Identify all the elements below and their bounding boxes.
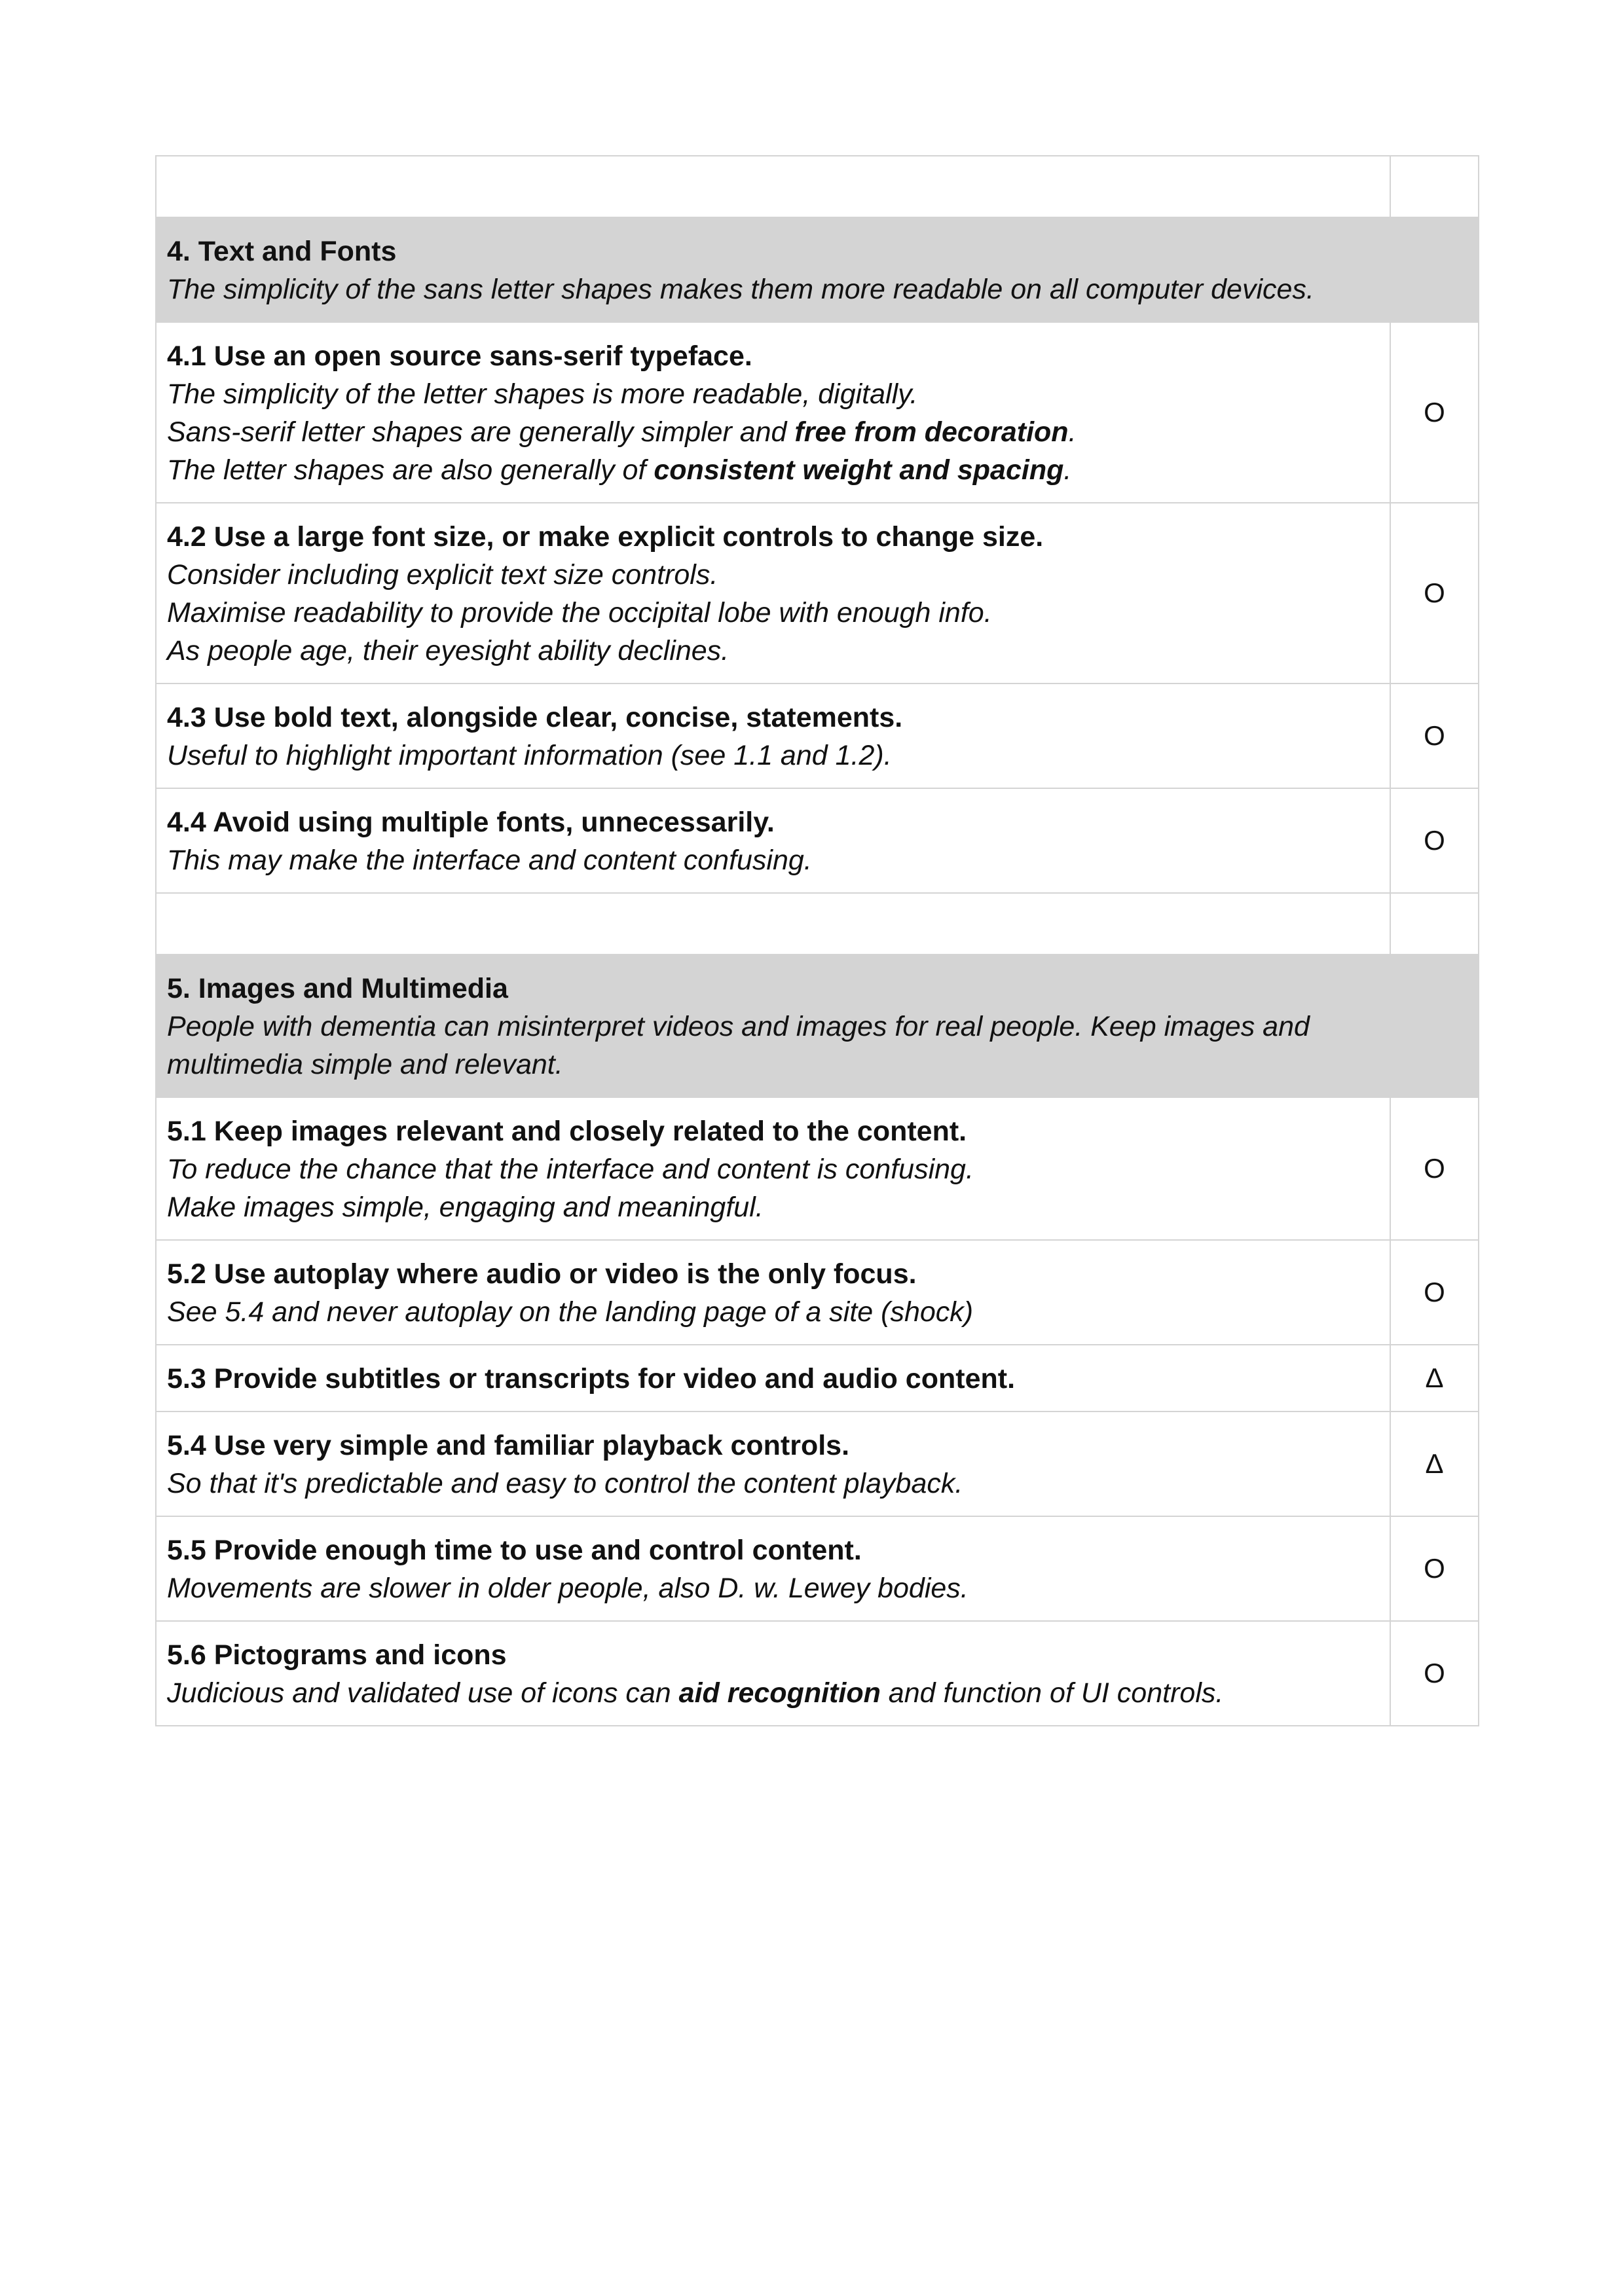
emphasis: aid recognition [678,1677,881,1709]
guideline-title: 4.1 Use an open source sans-serif typeface. [167,340,752,372]
table-row [156,1097,1479,1240]
guideline-note: Movements are slower in older people, also D. w. Lewey bodies. [167,1573,969,1604]
rating-mark: O [1390,1097,1479,1240]
rating-mark: O [1390,1621,1479,1726]
section-header-row [156,955,1479,1097]
guideline-note: This may make the interface and content confusing. [167,845,812,876]
guideline-title: 5.2 Use autoplay where audio or video is the only focus. [167,1258,917,1290]
guideline-cell [156,1240,1390,1345]
table-row [156,1240,1479,1345]
section-mark-cell [1390,955,1479,1097]
section-mark-cell [1390,217,1479,322]
table-row [156,1412,1479,1516]
guideline-title: 5.5 Provide enough time to use and control content. [167,1535,862,1566]
section-title: 5. Images and Multimedia [167,973,508,1004]
guideline-cell [156,1412,1390,1516]
section-title: 4. Text and Fonts [167,236,397,267]
section-header-cell [156,217,1390,322]
section-header-row [156,217,1479,322]
guideline-title: 4.3 Use bold text, alongside clear, concise, statements. [167,702,903,733]
rating-mark: O [1390,1240,1479,1345]
guideline-note: Sans-serif letter shapes are generally simpler and free from decoration. [167,416,1077,448]
section-header-cell [156,955,1390,1097]
guideline-cell [156,1345,1390,1412]
guideline-title: 4.4 Avoid using multiple fonts, unnecessarily. [167,807,775,838]
table-row [156,503,1479,683]
guideline-note: The simplicity of the letter shapes is more readable, digitally. [167,378,918,410]
guideline-note: As people age, their eyesight ability declines. [167,635,729,666]
guideline-cell [156,1097,1390,1240]
guideline-note: Maximise readability to provide the occipital lobe with enough info. [167,597,992,629]
guideline-note: Judicious and validated use of icons can aid recognition and function of UI controls. [167,1677,1224,1709]
spacer-row [156,893,1479,955]
guideline-note: To reduce the chance that the interface and content is confusing. [167,1154,974,1185]
table-row [156,788,1479,893]
table-row [156,1621,1479,1726]
guideline-note: Consider including explicit text size controls. [167,559,718,591]
guideline-title: 4.2 Use a large font size, or make explicit controls to change size. [167,521,1044,553]
table-row [156,683,1479,788]
spacer-mark-cell [1390,156,1479,217]
guideline-note: Useful to highlight important information (see 1.1 and 1.2). [167,740,892,771]
guideline-cell [156,788,1390,893]
rating-mark: O [1390,503,1479,683]
guideline-cell [156,1621,1390,1726]
table-row [156,1516,1479,1621]
table-row [156,322,1479,503]
guideline-cell [156,503,1390,683]
rating-mark: O [1390,683,1479,788]
guideline-note: Make images simple, engaging and meaningful. [167,1192,764,1223]
guideline-title: 5.1 Keep images relevant and closely related to the content. [167,1116,967,1147]
guideline-note: So that it's predictable and easy to control the content playback. [167,1468,963,1499]
rating-mark: Δ [1390,1412,1479,1516]
spacer-cell [156,893,1390,955]
guideline-title: 5.3 Provide subtitles or transcripts for video and audio content. [167,1363,1016,1394]
emphasis: consistent weight and spacing [654,454,1064,486]
guideline-note: The letter shapes are also generally of consistent weight and spacing. [167,454,1072,486]
guideline-note: See 5.4 and never autoplay on the landing page of a site (shock) [167,1296,974,1328]
rating-mark: O [1390,788,1479,893]
guideline-title: 5.6 Pictograms and icons [167,1639,507,1671]
section-description: The simplicity of the sans letter shapes makes them more readable on all computer devices. [167,274,1314,305]
spacer-row [156,156,1479,217]
rating-mark: O [1390,322,1479,503]
emphasis: free from decoration [794,416,1069,448]
rating-mark: Δ [1390,1345,1479,1412]
checklist-sheet [155,155,1478,1726]
guidelines-table [155,155,1479,1726]
spacer-cell [156,156,1390,217]
rating-mark: O [1390,1516,1479,1621]
guideline-title: 5.4 Use very simple and familiar playback controls. [167,1430,850,1461]
guideline-cell [156,1516,1390,1621]
section-description: People with dementia can misinterpret videos and images for real people. Keep images and [167,1011,1310,1042]
guideline-cell [156,683,1390,788]
guideline-cell [156,322,1390,503]
spacer-mark-cell [1390,893,1479,955]
section-description: multimedia simple and relevant. [167,1049,563,1080]
table-row [156,1345,1479,1412]
